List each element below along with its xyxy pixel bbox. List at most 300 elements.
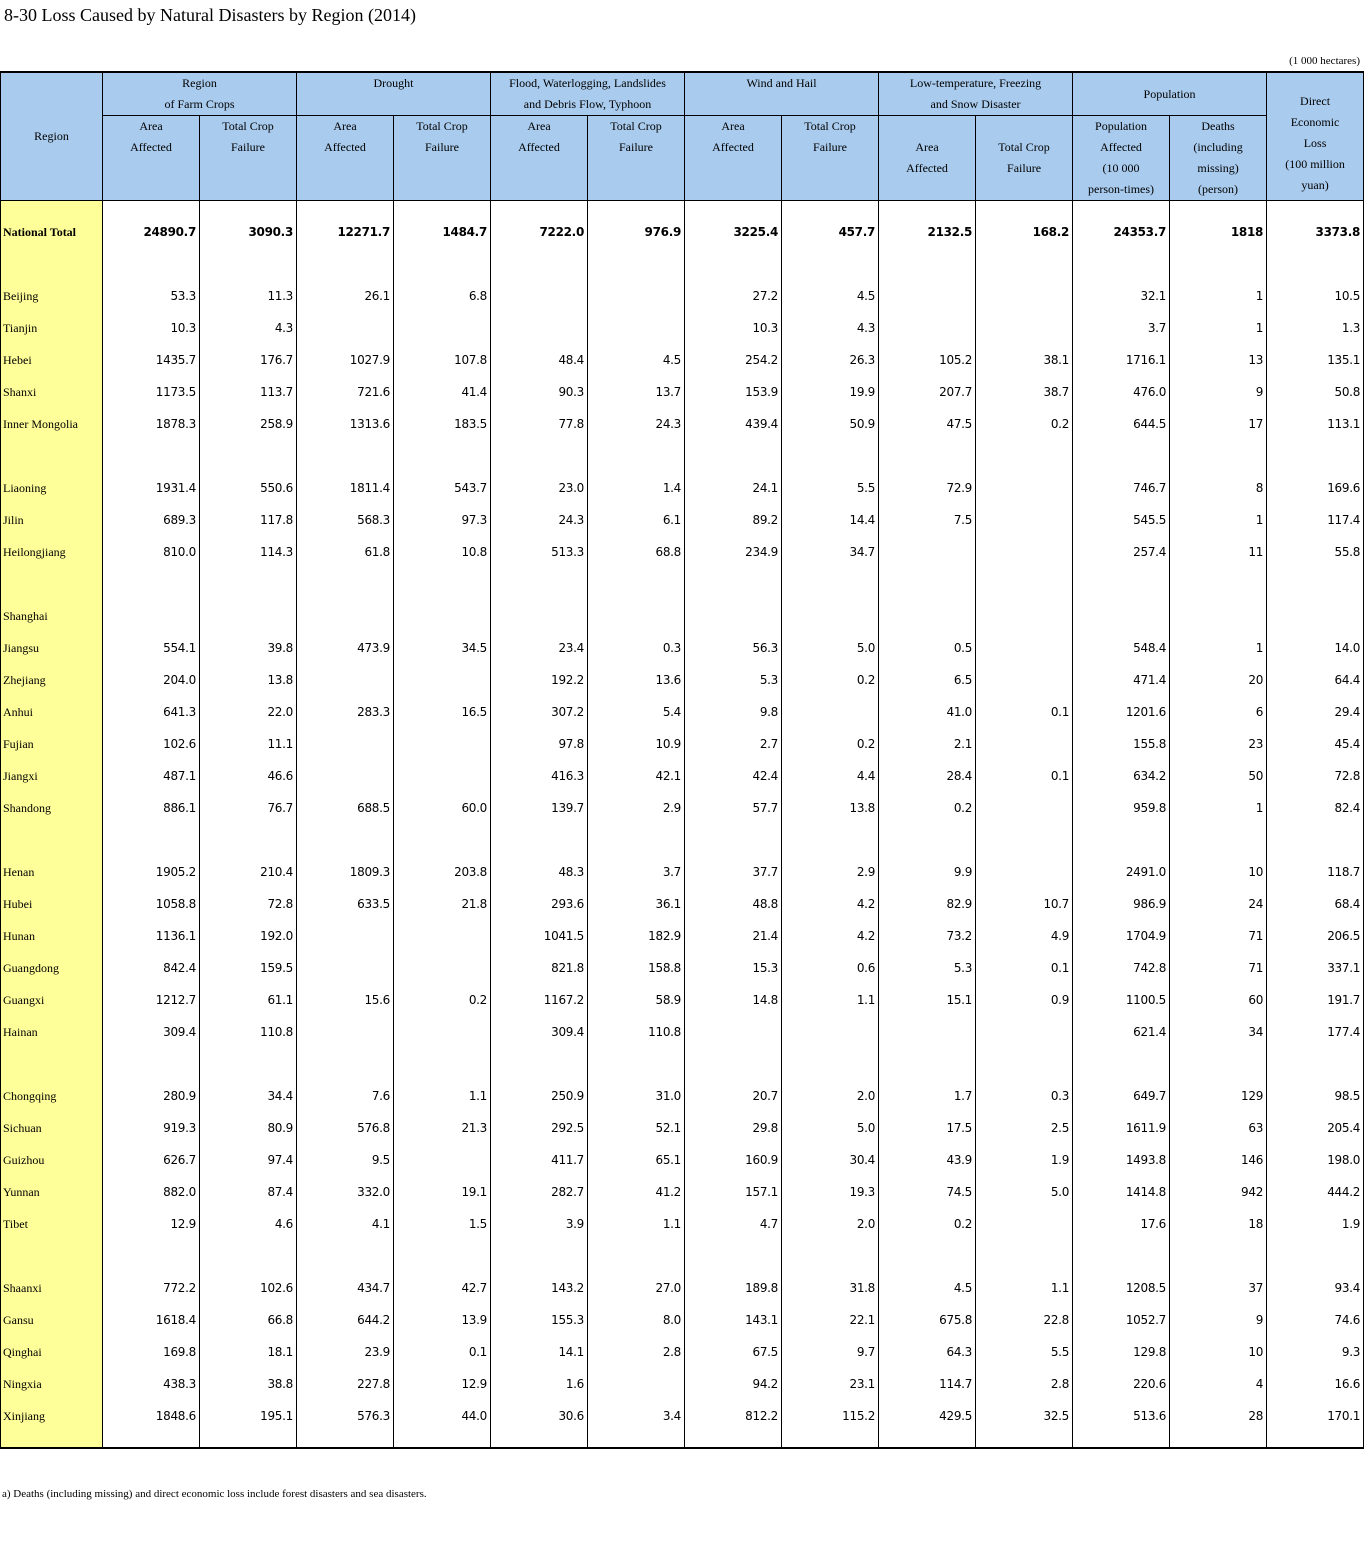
region-name: Jiangxi — [1, 760, 103, 792]
table-cell: 143.1 — [685, 1304, 782, 1336]
table-cell: 42.7 — [394, 1272, 491, 1304]
table-cell: 55.8 — [1267, 536, 1364, 568]
header-population: Population — [1073, 72, 1267, 116]
region-name: Shanxi — [1, 376, 103, 408]
table-cell: 210.4 — [200, 856, 297, 888]
table-cell: 3225.4 — [685, 216, 782, 248]
table-cell — [782, 1016, 879, 1048]
table-cell: 810.0 — [103, 536, 200, 568]
region-name: Liaoning — [1, 472, 103, 504]
table-cell — [879, 280, 976, 312]
table-row — [1, 408, 1364, 440]
table-cell: 11.3 — [200, 280, 297, 312]
table-cell: 30.4 — [782, 1144, 879, 1176]
table-cell — [1073, 600, 1170, 632]
table-cell: 183.5 — [394, 408, 491, 440]
table-cell: 4.2 — [782, 888, 879, 920]
table-cell: 2.1 — [879, 728, 976, 760]
table-cell: 198.0 — [1267, 1144, 1364, 1176]
table-cell: 110.8 — [200, 1016, 297, 1048]
table-cell: 23.4 — [491, 632, 588, 664]
table-cell: 0.2 — [782, 664, 879, 696]
table-cell: 1 — [1170, 312, 1267, 344]
table-cell: 129.8 — [1073, 1336, 1170, 1368]
table-cell: 0.9 — [976, 984, 1073, 1016]
table-cell: 5.5 — [782, 472, 879, 504]
table-cell — [394, 920, 491, 952]
table-cell: 2132.5 — [879, 216, 976, 248]
table-cell — [394, 728, 491, 760]
table-cell: 429.5 — [879, 1400, 976, 1432]
region-name: Shaanxi — [1, 1272, 103, 1304]
table-cell: 1.9 — [1267, 1208, 1364, 1240]
table-cell: 10.3 — [103, 312, 200, 344]
table-cell: 105.2 — [879, 344, 976, 376]
table-cell: 61.8 — [297, 536, 394, 568]
table-cell: 157.1 — [685, 1176, 782, 1208]
table-cell: 821.8 — [491, 952, 588, 984]
table-cell: 812.2 — [685, 1400, 782, 1432]
region-name: Heilongjiang — [1, 536, 103, 568]
table-cell — [1267, 600, 1364, 632]
table-cell: 58.9 — [588, 984, 685, 1016]
table-cell: 2.8 — [588, 1336, 685, 1368]
data-table-container — [0, 71, 1364, 1449]
table-row — [1, 600, 1364, 632]
table-cell: 192.2 — [491, 664, 588, 696]
subheader-total-crop-failure: Total Crop Failure — [782, 116, 879, 201]
table-cell: 576.8 — [297, 1112, 394, 1144]
table-cell — [394, 952, 491, 984]
spacer-row — [1, 568, 1364, 600]
table-cell: 257.4 — [1073, 536, 1170, 568]
table-cell: 220.6 — [1073, 1368, 1170, 1400]
table-cell: 23.1 — [782, 1368, 879, 1400]
table-cell: 177.4 — [1267, 1016, 1364, 1048]
table-cell: 44.0 — [394, 1400, 491, 1432]
table-cell — [976, 600, 1073, 632]
table-cell — [976, 792, 1073, 824]
region-name: Tianjin — [1, 312, 103, 344]
table-cell: 15.3 — [685, 952, 782, 984]
page-title: 8-30 Loss Caused by Natural Disasters by Region (2014) — [4, 5, 416, 25]
table-cell: 1611.9 — [1073, 1112, 1170, 1144]
table-cell: 16.5 — [394, 696, 491, 728]
table-cell — [491, 600, 588, 632]
table-cell: 626.7 — [103, 1144, 200, 1176]
table-cell — [782, 600, 879, 632]
table-cell: 4.7 — [685, 1208, 782, 1240]
table-cell: 438.3 — [103, 1368, 200, 1400]
table-cell: 114.7 — [879, 1368, 976, 1400]
table-cell: 7222.0 — [491, 216, 588, 248]
region-name: Shandong — [1, 792, 103, 824]
region-name: Henan — [1, 856, 103, 888]
header-direct-loss: Direct Economic Loss (100 million yuan) — [1267, 72, 1364, 201]
table-cell: 14.1 — [491, 1336, 588, 1368]
table-cell: 6.8 — [394, 280, 491, 312]
table-cell: 5.0 — [782, 632, 879, 664]
table-row — [1, 1080, 1364, 1112]
table-cell: 34.4 — [200, 1080, 297, 1112]
region-name: Yunnan — [1, 1176, 103, 1208]
table-cell: 102.6 — [103, 728, 200, 760]
table-cell: 43.9 — [879, 1144, 976, 1176]
table-cell: 1.1 — [394, 1080, 491, 1112]
subheader-area-affected: Area Affected — [491, 116, 588, 201]
table-cell: 9 — [1170, 1304, 1267, 1336]
table-cell: 0.1 — [976, 696, 1073, 728]
total-row — [1, 216, 1364, 248]
table-cell: 76.7 — [200, 792, 297, 824]
table-cell: 97.4 — [200, 1144, 297, 1176]
table-cell — [976, 1016, 1073, 1048]
table-cell: 93.4 — [1267, 1272, 1364, 1304]
table-cell — [297, 664, 394, 696]
table-cell: 20.7 — [685, 1080, 782, 1112]
table-cell: 48.3 — [491, 856, 588, 888]
table-cell: 4.6 — [200, 1208, 297, 1240]
table-row — [1, 632, 1364, 664]
table-cell: 24 — [1170, 888, 1267, 920]
header-low-temperature: Low-temperature, Freezing and Snow Disaster — [879, 72, 1073, 116]
spacer-row — [1, 440, 1364, 472]
table-cell — [976, 632, 1073, 664]
table-cell: 16.6 — [1267, 1368, 1364, 1400]
table-cell: 53.3 — [103, 280, 200, 312]
region-name: Shanghai — [1, 600, 103, 632]
table-row — [1, 280, 1364, 312]
table-cell: 98.5 — [1267, 1080, 1364, 1112]
table-cell — [976, 280, 1073, 312]
table-cell: 0.1 — [394, 1336, 491, 1368]
table-cell: 919.3 — [103, 1112, 200, 1144]
table-cell: 2491.0 — [1073, 856, 1170, 888]
table-cell: 1493.8 — [1073, 1144, 1170, 1176]
table-cell: 63 — [1170, 1112, 1267, 1144]
table-cell: 1811.4 — [297, 472, 394, 504]
table-cell: 13.6 — [588, 664, 685, 696]
table-cell: 155.8 — [1073, 728, 1170, 760]
table-cell: 82.4 — [1267, 792, 1364, 824]
table-cell: 14.4 — [782, 504, 879, 536]
table-cell: 633.5 — [297, 888, 394, 920]
table-cell: 292.5 — [491, 1112, 588, 1144]
table-cell: 45.4 — [1267, 728, 1364, 760]
table-cell: 545.5 — [1073, 504, 1170, 536]
table-cell: 22.1 — [782, 1304, 879, 1336]
table-cell: 2.7 — [685, 728, 782, 760]
table-cell: 2.9 — [588, 792, 685, 824]
table-cell: 4.5 — [782, 280, 879, 312]
table-cell: 1136.1 — [103, 920, 200, 952]
table-cell: 115.2 — [782, 1400, 879, 1432]
table-cell: 13.9 — [394, 1304, 491, 1336]
region-name: National Total — [1, 216, 103, 248]
subheader-area-affected: Area Affected — [103, 116, 200, 201]
table-cell: 4.3 — [200, 312, 297, 344]
region-name: Qinghai — [1, 1336, 103, 1368]
table-cell: 1201.6 — [1073, 696, 1170, 728]
table-cell: 568.3 — [297, 504, 394, 536]
table-cell: 1704.9 — [1073, 920, 1170, 952]
table-cell: 688.5 — [297, 792, 394, 824]
table-cell: 3.7 — [588, 856, 685, 888]
table-cell: 143.2 — [491, 1272, 588, 1304]
table-row — [1, 792, 1364, 824]
table-cell: 250.9 — [491, 1080, 588, 1112]
table-cell — [588, 600, 685, 632]
table-cell: 13.8 — [200, 664, 297, 696]
table-cell: 182.9 — [588, 920, 685, 952]
table-cell: 1208.5 — [1073, 1272, 1170, 1304]
table-cell: 20 — [1170, 664, 1267, 696]
table-cell: 434.7 — [297, 1272, 394, 1304]
region-name: Sichuan — [1, 1112, 103, 1144]
table-cell — [394, 600, 491, 632]
table-cell: 411.7 — [491, 1144, 588, 1176]
table-cell: 1 — [1170, 632, 1267, 664]
table-cell: 1100.5 — [1073, 984, 1170, 1016]
table-cell: 72.8 — [200, 888, 297, 920]
table-cell: 6 — [1170, 696, 1267, 728]
table-cell: 26.1 — [297, 280, 394, 312]
table-cell: 10.3 — [685, 312, 782, 344]
table-cell — [297, 760, 394, 792]
table-cell: 986.9 — [1073, 888, 1170, 920]
table-row — [1, 1176, 1364, 1208]
region-name: Ningxia — [1, 1368, 103, 1400]
table-cell: 15.1 — [879, 984, 976, 1016]
table-cell — [297, 312, 394, 344]
table-cell: 5.4 — [588, 696, 685, 728]
table-cell: 29.4 — [1267, 696, 1364, 728]
region-name: Fujian — [1, 728, 103, 760]
table-cell — [976, 536, 1073, 568]
table-cell: 28.4 — [879, 760, 976, 792]
table-cell: 80.9 — [200, 1112, 297, 1144]
table-cell: 1.6 — [491, 1368, 588, 1400]
table-cell — [491, 312, 588, 344]
table-cell: 14.0 — [1267, 632, 1364, 664]
table-cell: 65.1 — [588, 1144, 685, 1176]
table-cell: 293.6 — [491, 888, 588, 920]
table-cell: 3.4 — [588, 1400, 685, 1432]
table-cell: 39.8 — [200, 632, 297, 664]
table-cell: 129 — [1170, 1080, 1267, 1112]
table-cell: 10.9 — [588, 728, 685, 760]
table-cell: 170.1 — [1267, 1400, 1364, 1432]
table-cell: 74.5 — [879, 1176, 976, 1208]
table-cell: 543.7 — [394, 472, 491, 504]
table-cell: 10.7 — [976, 888, 1073, 920]
table-cell: 1.5 — [394, 1208, 491, 1240]
table-cell — [976, 728, 1073, 760]
table-cell: 1.1 — [976, 1272, 1073, 1304]
table-cell: 12.9 — [103, 1208, 200, 1240]
table-cell: 2.9 — [782, 856, 879, 888]
table-cell: 5.5 — [976, 1336, 1073, 1368]
region-name: Guizhou — [1, 1144, 103, 1176]
table-cell — [394, 664, 491, 696]
table-cell: 4.2 — [782, 920, 879, 952]
table-row — [1, 696, 1364, 728]
table-cell: 14.8 — [685, 984, 782, 1016]
table-cell: 0.2 — [879, 792, 976, 824]
table-cell: 746.7 — [1073, 472, 1170, 504]
table-cell — [297, 600, 394, 632]
table-cell: 1.1 — [782, 984, 879, 1016]
table-cell: 0.6 — [782, 952, 879, 984]
table-cell: 0.2 — [394, 984, 491, 1016]
table-cell: 4.5 — [879, 1272, 976, 1304]
subheader-total-crop-failure: Total Crop Failure — [976, 116, 1073, 201]
table-cell: 113.7 — [200, 376, 297, 408]
table-cell: 1052.7 — [1073, 1304, 1170, 1336]
table-cell: 18.1 — [200, 1336, 297, 1368]
table-cell: 38.7 — [976, 376, 1073, 408]
table-cell: 29.8 — [685, 1112, 782, 1144]
table-cell: 56.3 — [685, 632, 782, 664]
table-cell: 4.1 — [297, 1208, 394, 1240]
table-cell — [297, 728, 394, 760]
table-cell — [976, 472, 1073, 504]
region-name: Anhui — [1, 696, 103, 728]
table-cell: 15.6 — [297, 984, 394, 1016]
table-cell — [297, 920, 394, 952]
subheader-area-affected: Area Affected — [297, 116, 394, 201]
table-cell: 471.4 — [1073, 664, 1170, 696]
table-cell: 46.6 — [200, 760, 297, 792]
table-cell: 32.5 — [976, 1400, 1073, 1432]
table-cell: 3.9 — [491, 1208, 588, 1240]
table-cell: 1484.7 — [394, 216, 491, 248]
table-row — [1, 1272, 1364, 1304]
table-cell: 36.1 — [588, 888, 685, 920]
region-name: Guangdong — [1, 952, 103, 984]
table-cell: 1414.8 — [1073, 1176, 1170, 1208]
table-cell: 444.2 — [1267, 1176, 1364, 1208]
table-cell: 5.0 — [976, 1176, 1073, 1208]
table-cell: 0.2 — [976, 408, 1073, 440]
table-row — [1, 1368, 1364, 1400]
table-cell: 72.8 — [1267, 760, 1364, 792]
table-cell: 742.8 — [1073, 952, 1170, 984]
region-name: Hainan — [1, 1016, 103, 1048]
table-cell: 42.4 — [685, 760, 782, 792]
table-cell: 97.3 — [394, 504, 491, 536]
table-cell: 1 — [1170, 504, 1267, 536]
table-cell — [1170, 600, 1267, 632]
table-cell: 50.9 — [782, 408, 879, 440]
table-cell: 52.1 — [588, 1112, 685, 1144]
unit-label: (1 000 hectares) — [1289, 55, 1360, 67]
table-cell: 0.1 — [976, 952, 1073, 984]
table-cell: 10.8 — [394, 536, 491, 568]
table-cell: 886.1 — [103, 792, 200, 824]
table-cell — [491, 280, 588, 312]
table-cell — [976, 664, 1073, 696]
table-cell: 649.7 — [1073, 1080, 1170, 1112]
table-cell: 721.6 — [297, 376, 394, 408]
table-cell: 24890.7 — [103, 216, 200, 248]
region-name: Zhejiang — [1, 664, 103, 696]
table-cell: 4.4 — [782, 760, 879, 792]
subheader-total-crop-failure: Total Crop Failure — [394, 116, 491, 201]
table-cell: 102.6 — [200, 1272, 297, 1304]
footnote: a) Deaths (including missing) and direct economic loss include forest disasters and sea disasters. — [2, 1488, 427, 1500]
table-cell: 24353.7 — [1073, 216, 1170, 248]
table-cell: 160.9 — [685, 1144, 782, 1176]
table-cell: 0.2 — [782, 728, 879, 760]
table-row — [1, 312, 1364, 344]
table-cell: 23 — [1170, 728, 1267, 760]
table-cell: 1878.3 — [103, 408, 200, 440]
region-name: Hubei — [1, 888, 103, 920]
table-cell: 554.1 — [103, 632, 200, 664]
table-cell: 41.0 — [879, 696, 976, 728]
region-name: Beijing — [1, 280, 103, 312]
table-cell: 26.3 — [782, 344, 879, 376]
table-cell: 4.3 — [782, 312, 879, 344]
table-cell: 158.8 — [588, 952, 685, 984]
table-cell: 644.5 — [1073, 408, 1170, 440]
table-cell: 17.6 — [1073, 1208, 1170, 1240]
table-row — [1, 760, 1364, 792]
table-cell: 31.0 — [588, 1080, 685, 1112]
table-cell — [879, 600, 976, 632]
subheader-total-crop-failure: Total Crop Failure — [200, 116, 297, 201]
table-cell: 38.1 — [976, 344, 1073, 376]
table-cell: 644.2 — [297, 1304, 394, 1336]
table-cell: 21.4 — [685, 920, 782, 952]
spacer-row — [1, 248, 1364, 280]
table-cell: 94.2 — [685, 1368, 782, 1400]
table-cell — [588, 280, 685, 312]
spacer-row — [1, 1048, 1364, 1080]
table-cell: 107.8 — [394, 344, 491, 376]
table-cell: 168.2 — [976, 216, 1073, 248]
table-row — [1, 1208, 1364, 1240]
region-name: Inner Mongolia — [1, 408, 103, 440]
table-cell — [588, 312, 685, 344]
table-cell: 71 — [1170, 952, 1267, 984]
spacer-row — [1, 1432, 1364, 1448]
table-cell: 195.1 — [200, 1400, 297, 1432]
table-cell — [394, 1144, 491, 1176]
table-cell: 22.0 — [200, 696, 297, 728]
table-cell: 9.9 — [879, 856, 976, 888]
table-cell: 13 — [1170, 344, 1267, 376]
table-cell: 50.8 — [1267, 376, 1364, 408]
table-cell: 23.9 — [297, 1336, 394, 1368]
table-cell — [394, 760, 491, 792]
table-cell: 68.4 — [1267, 888, 1364, 920]
table-cell: 3090.3 — [200, 216, 297, 248]
table-cell: 205.4 — [1267, 1112, 1364, 1144]
table-cell: 10.5 — [1267, 280, 1364, 312]
table-cell: 204.0 — [103, 664, 200, 696]
table-cell: 77.8 — [491, 408, 588, 440]
table-cell: 19.1 — [394, 1176, 491, 1208]
table-cell: 1 — [1170, 280, 1267, 312]
subheader-deaths: Deaths (including missing) (person) — [1170, 116, 1267, 201]
table-cell: 48.8 — [685, 888, 782, 920]
table-cell: 2.5 — [976, 1112, 1073, 1144]
table-cell — [782, 696, 879, 728]
table-cell: 66.8 — [200, 1304, 297, 1336]
table-cell: 473.9 — [297, 632, 394, 664]
